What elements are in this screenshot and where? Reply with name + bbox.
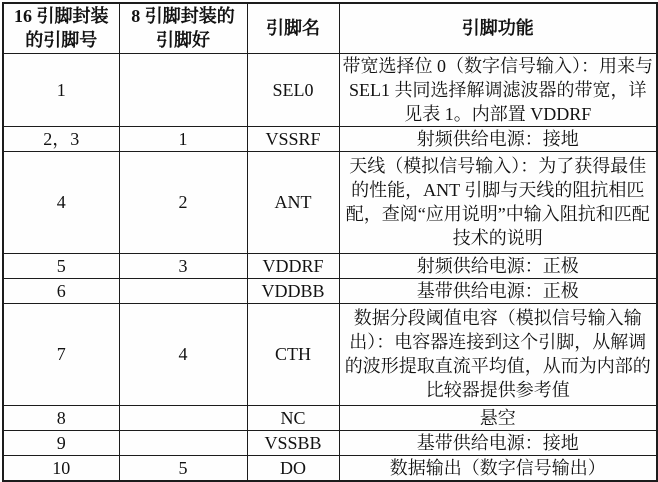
cell-pin8: 1 (119, 126, 247, 151)
table-row (3, 151, 657, 253)
table-row (3, 278, 657, 303)
cell-pin8 (119, 53, 247, 126)
cell-pin-name: DO (247, 455, 339, 481)
cell-pin-function: 数据输出（数字信号输出） (339, 455, 657, 481)
cell-pin-name: VDDRF (247, 253, 339, 278)
cell-pin-function: 基带供给电源：正极 (339, 278, 657, 303)
cell-pin8 (119, 405, 247, 430)
header-row (3, 3, 657, 53)
cell-pin8 (119, 430, 247, 455)
column-header-pin16: 16 引脚封装的引脚号 (3, 3, 119, 53)
cell-pin8 (119, 278, 247, 303)
cell-pin16: 9 (3, 430, 119, 455)
cell-pin-name: CTH (247, 303, 339, 405)
cell-pin8: 3 (119, 253, 247, 278)
table-row (3, 405, 657, 430)
cell-pin16: 6 (3, 278, 119, 303)
table-row (3, 126, 657, 151)
table-row (3, 53, 657, 126)
cell-pin-name: VSSRF (247, 126, 339, 151)
cell-pin16: 4 (3, 151, 119, 253)
cell-pin-function: 射频供给电源：正极 (339, 253, 657, 278)
cell-pin-name: VDDBB (247, 278, 339, 303)
cell-pin16: 5 (3, 253, 119, 278)
cell-pin-name: SEL0 (247, 53, 339, 126)
cell-pin-name: ANT (247, 151, 339, 253)
cell-pin8: 5 (119, 455, 247, 481)
table-row (3, 455, 657, 481)
column-header-pin-name: 引脚名 (247, 3, 339, 53)
column-header-pin-function: 引脚功能 (339, 3, 657, 53)
cell-pin-function: 带宽选择位 0（数字信号输入）：用来与 SEL1 共同选择解调滤波器的带宽，详见表 1。内部置 VDDRF (339, 53, 657, 126)
cell-pin16: 8 (3, 405, 119, 430)
cell-pin16: 2，3 (3, 126, 119, 151)
cell-pin16: 10 (3, 455, 119, 481)
table-row (3, 303, 657, 405)
cell-pin-name: VSSBB (247, 430, 339, 455)
cell-pin-function: 基带供给电源：接地 (339, 430, 657, 455)
pin-description-table (2, 2, 658, 482)
cell-pin-name: NC (247, 405, 339, 430)
cell-pin-function: 数据分段阈值电容（模拟信号输入输出）：电容器连接到这个引脚，从解调的波形提取直流平均值，从而为内部的比较器提供参考值 (339, 303, 657, 405)
cell-pin8: 4 (119, 303, 247, 405)
cell-pin16: 1 (3, 53, 119, 126)
cell-pin-function: 射频供给电源：接地 (339, 126, 657, 151)
cell-pin8: 2 (119, 151, 247, 253)
cell-pin-function: 天线（模拟信号输入）：为了获得最佳的性能，ANT 引脚与天线的阻抗相匹配，查阅“应用说明”中输入阻抗和匹配技术的说明 (339, 151, 657, 253)
table-row (3, 430, 657, 455)
column-header-pin8: 8 引脚封装的引脚好 (119, 3, 247, 53)
table-row (3, 253, 657, 278)
cell-pin-function: 悬空 (339, 405, 657, 430)
cell-pin16: 7 (3, 303, 119, 405)
